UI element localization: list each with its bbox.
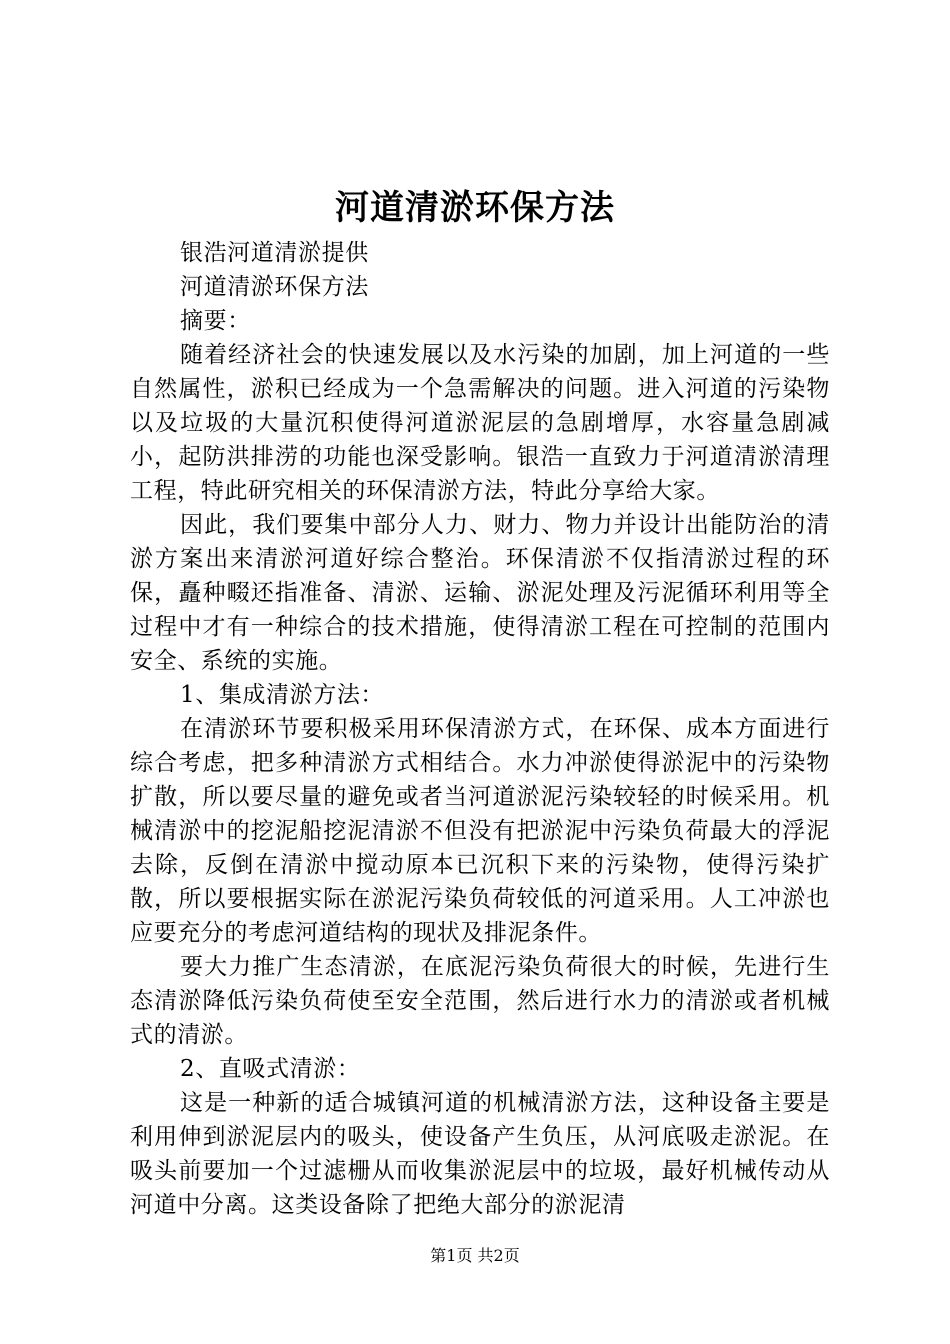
paragraph-provider: 银浩河道清淤提供: [180, 240, 369, 266]
paragraph-therefore: 因此，我们要集中部分人力、财力、物力并设计出能防治的清淤方案出来清淤河道好综合整治。环保清淤不仅指清淤过程的环保，矗种畷还指准备、清淤、运输、淤泥处理及污泥循环利用等全过程中才有一种综合的技术措施，使得清淤工程在可控制的范围内安全、系统的实施。: [130, 512, 830, 674]
document-body: [130, 236, 830, 1222]
document-title: 河道清淤环保方法: [335, 188, 615, 228]
paragraph-ecological: 要大力推广生态清淤，在底泥污染负荷很大的时候，先进行生态清淤降低污染负荷使至安全范围，然后进行水力的清淤或者机械式的清淤。: [130, 954, 830, 1048]
section-heading-2: 2、直吸式清淤：: [180, 1056, 361, 1082]
paragraph-section-1: 在清淤环节要积极采用环保清淤方式，在环保、成本方面进行综合考虑，把多种清淤方式相结合。水力冲淤使得淤泥中的污染物扩散，所以要尽量的避免或者当河道淤泥污染较轻的时候采用。机械清淤中的挖泥船挖泥清淤不但没有把淤泥中污染负荷最大的浮泥去除，反倒在清淤中搅动原本已沉积下来的污染物，使得污染扩散，所以要根据实际在淤泥污染负荷较低的河道采用。人工冲淤也应要充分的考虑河道结构的现状及排泥条件。: [130, 716, 830, 946]
paragraph-abstract: 随着经济社会的快速发展以及水污染的加剧，加上河道的一些自然属性，淤积已经成为一个急需解决的问题。进入河道的污染物以及垃圾的大量沉积使得河道淤泥层的急剧增厚，水容量急剧减小，起防洪排涝的功能也深受影响。银浩一直致力于河道清淤清理工程，特此研究相关的环保清淤方法，特此分享给大家。: [130, 342, 830, 504]
paragraph-subtitle: 河道清淤环保方法: [180, 274, 369, 300]
section-heading-1: 1、集成清淤方法：: [180, 682, 385, 708]
paragraph-section-2: 这是一种新的适合城镇河道的机械清淤方法，这种设备主要是利用伸到淤泥层内的吸头，使设备产生负压，从河底吸走淤泥。在吸头前要加一个过滤栅从而收集淤泥层中的垃圾，最好机械传动从河道中分离。这类设备除了把绝大部分的淤泥清: [130, 1090, 830, 1218]
paragraph-abstract-label: 摘要：: [180, 308, 251, 334]
page-footer: 第1页 共2页: [430, 1246, 520, 1265]
